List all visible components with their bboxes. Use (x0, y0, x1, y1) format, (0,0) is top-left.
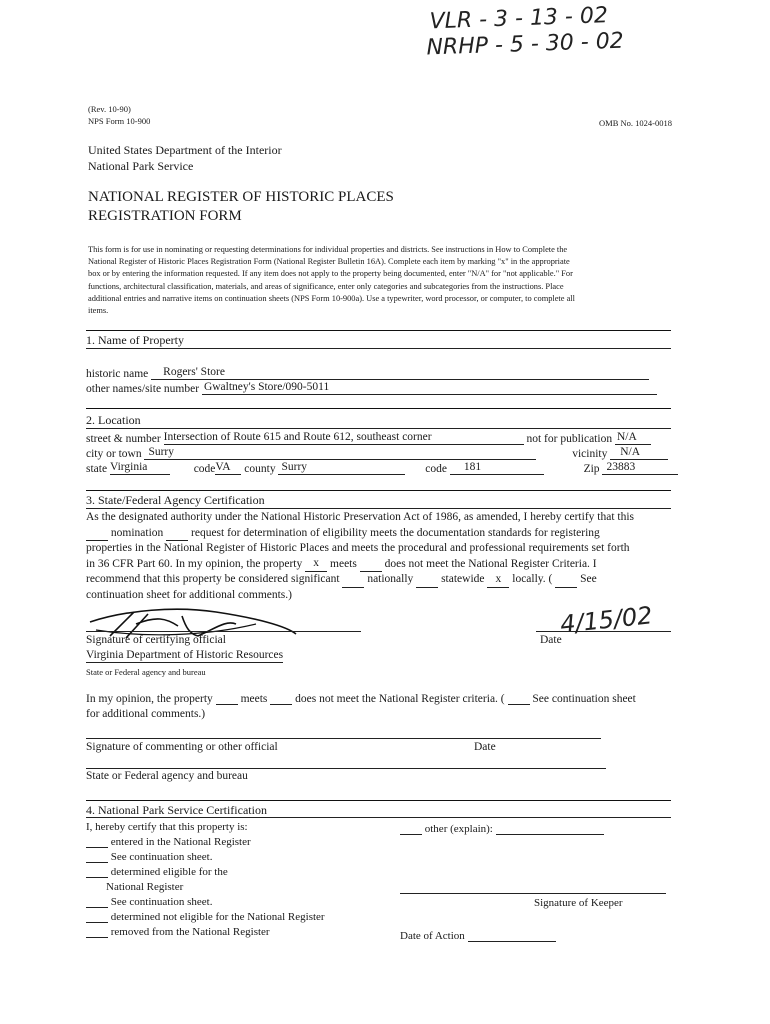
county-value: Surry (281, 461, 308, 473)
see-continuation2-checkbox[interactable] (508, 693, 530, 705)
date2-label: Date (474, 741, 496, 753)
statewide-checkbox[interactable] (416, 576, 438, 588)
section-divider (86, 348, 671, 349)
section-3-heading: 3. State/Federal Agency Certification (86, 493, 265, 507)
see2-row (86, 896, 212, 908)
opinion-label: in 36 CFR Part 60. In my opinion, the property (86, 557, 303, 570)
signature2-line (86, 738, 601, 739)
omb-number: OMB No. 1024-0018 (599, 118, 672, 128)
removed-label: removed from the National Register (110, 926, 270, 938)
not-for-publication-value: N/A (616, 431, 637, 443)
nomination-label: nomination (110, 526, 164, 539)
keeper-label: Signature of Keeper (534, 897, 623, 909)
section-divider (86, 330, 671, 331)
see-label: See (580, 573, 597, 585)
det-not-checkbox[interactable] (86, 911, 108, 923)
vicinity-value: N/A (620, 446, 641, 458)
handwritten-stamp (426, 3, 625, 62)
street-row (86, 431, 651, 445)
meets-mark: x (313, 557, 320, 569)
form-revision: (Rev. 10-90) (88, 104, 131, 114)
section-divider (86, 428, 671, 429)
state-code-field[interactable] (215, 461, 241, 475)
see1-label: See continuation sheet. (110, 851, 213, 863)
instructions-line: National Register of Historic Places Registration Form (National Register Bulletin 16A). Complete each item by marking "x" in the appropriate (88, 257, 570, 267)
signature2-label: Signature of commenting or other official (86, 741, 278, 753)
city-row (86, 446, 668, 460)
nationally-checkbox[interactable] (342, 576, 364, 588)
opinion-row-2: for additional comments.) (86, 708, 206, 720)
other-names-row (86, 381, 657, 395)
see2-checkbox[interactable] (86, 896, 108, 908)
section-divider (86, 408, 671, 409)
other-names-label: other names/site number (86, 383, 200, 395)
state-code-value: VA (215, 461, 231, 473)
zip-label: Zip (583, 463, 600, 475)
city-value: Surry (148, 446, 175, 458)
state-code-label: code (193, 463, 216, 475)
entered-row (86, 836, 251, 848)
state-value: Virginia (109, 461, 148, 473)
agency-value (86, 649, 283, 663)
service-name: National Park Service (88, 159, 194, 173)
other-explain-row (400, 821, 604, 835)
nationally-label: nationally (367, 573, 414, 585)
does-not-meet-label: does not meet the National Register Criteria. I (384, 557, 597, 570)
instructions-line: box or by entering the information requested. If any item does not apply to the property being documented, enter "N/A" for "not applicable." For (88, 269, 573, 279)
see1-row (86, 851, 212, 863)
agency-field[interactable]: Virginia Department of Historic Resources (86, 649, 284, 661)
agency2-label: State or Federal agency and bureau (86, 770, 248, 782)
cert-line (86, 572, 634, 588)
meets-label: meets (330, 557, 357, 570)
locally-label: locally. ( (512, 573, 553, 585)
det-not-row (86, 911, 325, 923)
det-eligible-row-2: National Register (106, 881, 184, 893)
section-2-heading: 2. Location (86, 413, 141, 427)
cert-line: continuation sheet for additional comments.) (86, 588, 292, 601)
state-label: state (86, 463, 108, 475)
request-checkbox[interactable] (166, 529, 188, 541)
street-label: street & number (86, 433, 161, 445)
cert-line: As the designated authority under the National Historic Preservation Act of 1986, as amended, I hereby certify that this (86, 511, 635, 523)
section-divider (86, 508, 671, 509)
date-of-action-row (400, 928, 556, 942)
not-for-publication-field[interactable] (615, 431, 651, 445)
instructions-line: functions, architectural classification, materials, and areas of significance, enter only categories and subcategories from the instructions. Place (88, 281, 564, 291)
opinion-row (86, 693, 636, 705)
locally-mark: x (495, 572, 502, 585)
certification-paragraph (86, 510, 634, 603)
meets2-checkbox[interactable] (216, 693, 238, 705)
request-label: request for determination of eligibility meets the documentation standards for registering (191, 526, 600, 539)
signed-date: 4/15/02 (558, 601, 654, 639)
county-code-label: code (425, 463, 447, 475)
form-number: NPS Form 10-900 (88, 116, 151, 126)
removed-row (86, 926, 270, 938)
other-checkbox[interactable] (400, 823, 422, 835)
form-title-line1: NATIONAL REGISTER OF HISTORIC PLACES (88, 189, 394, 205)
state-row (86, 461, 678, 475)
meets2-label: meets (240, 693, 268, 705)
certify-label: I, hereby certify that this property is: (86, 821, 248, 833)
see-continuation2-label: See continuation sheet (532, 693, 636, 705)
see1-checkbox[interactable] (86, 851, 108, 863)
does-not-meet-checkbox[interactable] (360, 560, 382, 572)
other-names-value: Gwaltney's Store/090-5011 (203, 381, 330, 393)
det-eligible-checkbox[interactable] (86, 866, 108, 878)
signature-line (86, 631, 361, 632)
instructions-line: This form is for use in nominating or requesting determinations for individual properties and districts. See instructions in How to Complete the (88, 245, 568, 254)
section-divider (86, 490, 671, 491)
historic-name-label: historic name (86, 368, 149, 380)
removed-checkbox[interactable] (86, 926, 108, 938)
section-divider (86, 817, 671, 818)
cert-line (86, 526, 634, 542)
vicinity-field[interactable] (610, 446, 668, 460)
historic-name-value: Rogers' Store (163, 366, 225, 378)
det-eligible-label: determined eligible for the (110, 866, 228, 878)
entered-checkbox[interactable] (86, 836, 108, 848)
cert-line: properties in the National Register of Historic Places and meets the procedural and professional requirements set forth (86, 542, 630, 554)
stamp-vlr-date: VLR - 3 - 13 - 02 (429, 3, 609, 35)
section-4-heading: 4. National Park Service Certification (86, 803, 267, 817)
does-not-meet2-label: does not meet the National Register criteria. ( (295, 693, 505, 705)
city-label: city or town (86, 448, 142, 460)
state-field[interactable] (110, 461, 170, 475)
meets-checkbox[interactable] (305, 558, 327, 572)
see-continuation-checkbox[interactable] (555, 576, 577, 588)
instructions-line: items. (88, 306, 109, 316)
county-code-value: 181 (463, 461, 482, 473)
does-not-meet2-checkbox[interactable] (270, 693, 292, 705)
nomination-checkbox[interactable] (86, 529, 108, 541)
det-not-label: determined not eligible for the National Register (110, 911, 325, 923)
historic-name-field[interactable] (151, 366, 649, 380)
instructions-paragraph (88, 244, 678, 317)
historic-name-row (86, 366, 649, 380)
vicinity-label: vicinity (572, 448, 608, 460)
section-divider (86, 800, 671, 801)
det-eligible-row (86, 866, 228, 878)
zip-value: 23883 (606, 461, 636, 473)
date-of-action-label: Date of Action (400, 930, 465, 942)
department-name: United States Department of the Interior (88, 143, 282, 157)
section-1-heading: 1. Name of Property (86, 333, 184, 347)
entered-label: entered in the National Register (110, 836, 251, 848)
cert-line (86, 557, 634, 573)
county-label: county (244, 463, 276, 475)
stamp-nrhp-date: NRHP - 5 - 30 - 02 (426, 28, 625, 61)
county-field[interactable] (278, 461, 405, 475)
instructions-line: additional entries and narrative items on continuation sheets (NPS Form 10-900a). Use a typewriter, word processor, or computer, to complete all (88, 293, 575, 303)
street-value: Intersection of Route 615 and Route 612, southeast corner (163, 431, 432, 443)
other-explain-field[interactable] (496, 821, 604, 835)
date-label: Date (540, 634, 562, 646)
agency-label: State or Federal agency and bureau (86, 667, 206, 677)
locally-checkbox[interactable] (487, 574, 509, 588)
county-code-field[interactable] (450, 461, 544, 475)
form-title-line2: REGISTRATION FORM (88, 208, 242, 224)
not-for-publication-label: not for publication (526, 433, 613, 445)
see2-label: See continuation sheet. (110, 896, 213, 908)
statewide-label: statewide (441, 573, 485, 585)
keeper-line (400, 893, 666, 894)
city-field[interactable] (144, 446, 536, 460)
agency2-line (86, 768, 606, 769)
signature-label: Signature of certifying official (86, 634, 226, 646)
other-explain-label: other (explain): (424, 823, 493, 835)
other-names-field[interactable] (202, 381, 657, 395)
street-field[interactable] (164, 431, 524, 445)
zip-field[interactable] (602, 461, 678, 475)
recommend-label: recommend that this property be considered significant (86, 573, 340, 585)
date-of-action-field[interactable] (468, 928, 556, 942)
opinion2-label: In my opinion, the property (86, 693, 213, 705)
